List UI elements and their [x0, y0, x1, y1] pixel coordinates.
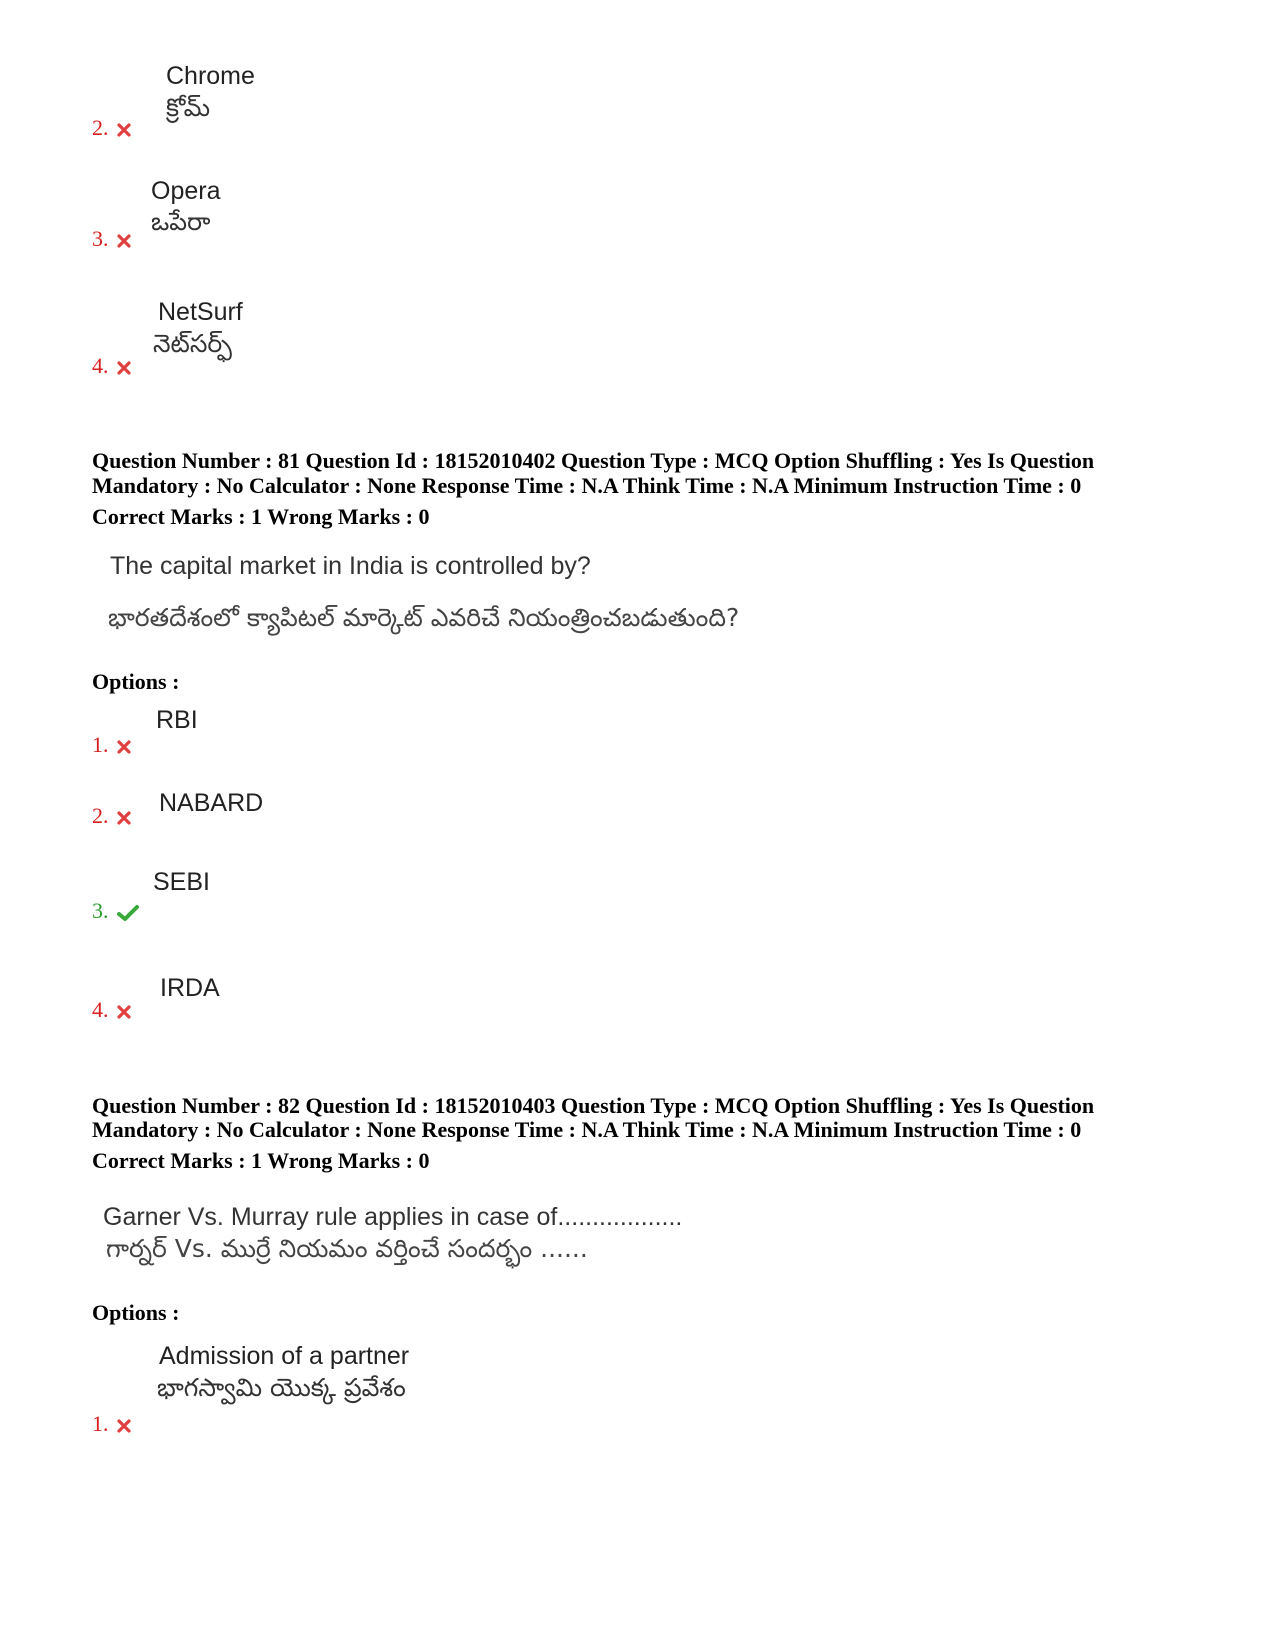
cross-icon — [117, 1005, 131, 1019]
option-text-en: SEBI — [153, 868, 210, 896]
option-number-label: 1. — [92, 732, 109, 757]
option-text-en: NetSurf — [158, 298, 243, 326]
option-text-en: RBI — [156, 706, 198, 734]
question-meta-line-3: Correct Marks : 1 Wrong Marks : 0 — [92, 504, 430, 529]
question-text-en: The capital market in India is controlled by? — [110, 552, 591, 580]
question-meta-line-2: Mandatory : No Calculator : None Response Time : N.A Think Time : N.A Minimum Instruction Time : 0 — [92, 1117, 1082, 1142]
cross-icon — [117, 234, 131, 248]
option-number — [92, 116, 131, 140]
options-label: Options : — [92, 669, 180, 694]
option-number — [92, 733, 131, 757]
check-icon — [117, 904, 139, 922]
option-text-te: భాగస్వామి యొక్క ప్రవేశం — [157, 1373, 406, 1402]
question-meta-line-1: Question Number : 82 Question Id : 18152010403 Question Type : MCQ Option Shuffling : Yes Is Question — [92, 1093, 1095, 1118]
question-text-te: గార్నర్ Vs. ముర్రే నియమం వర్తించే సందర్భం ...... — [106, 1234, 588, 1263]
cross-icon — [117, 361, 131, 375]
question-text-en: Garner Vs. Murray rule applies in case of.................. — [103, 1203, 683, 1231]
option-text-en: Admission of a partner — [159, 1342, 410, 1370]
option-text-en: NABARD — [159, 789, 264, 817]
option-number-label: 4. — [92, 353, 109, 378]
option-text-en: Opera — [151, 177, 221, 205]
question-text-te: భారతదేశంలో క్యాపిటల్ మార్కెట్ ఎవరిచే నియంత్రించబడుతుంది? — [108, 603, 740, 632]
option-text-te: క్రోమ్ — [166, 93, 211, 122]
cross-icon — [117, 123, 131, 137]
cross-icon — [117, 740, 131, 754]
option-text-te: నెట్‌సర్ఫ్ — [153, 329, 232, 358]
option-number — [92, 354, 131, 378]
option-number-label: 2. — [92, 803, 109, 828]
option-number — [92, 804, 131, 828]
option-number-label: 3. — [92, 898, 109, 923]
option-text-en: Chrome — [166, 62, 255, 90]
cross-icon — [117, 811, 131, 825]
question-meta-line-1: Question Number : 81 Question Id : 18152010402 Question Type : MCQ Option Shuffling : Yes Is Question — [92, 448, 1095, 473]
option-number-label: 4. — [92, 997, 109, 1022]
option-number-label: 3. — [92, 226, 109, 251]
option-number-label: 1. — [92, 1411, 109, 1436]
cross-icon — [117, 1419, 131, 1433]
option-number-label: 2. — [92, 115, 109, 140]
option-number — [92, 227, 131, 251]
question-meta-line-3: Correct Marks : 1 Wrong Marks : 0 — [92, 1148, 430, 1173]
option-number — [92, 1412, 131, 1436]
option-text-te: ఒపేరా — [151, 207, 211, 236]
options-label: Options : — [92, 1300, 180, 1325]
question-meta-line-2: Mandatory : No Calculator : None Response Time : N.A Think Time : N.A Minimum Instruction Time : 0 — [92, 473, 1082, 498]
option-number — [92, 899, 139, 923]
option-number — [92, 998, 131, 1022]
option-text-en: IRDA — [160, 974, 220, 1002]
